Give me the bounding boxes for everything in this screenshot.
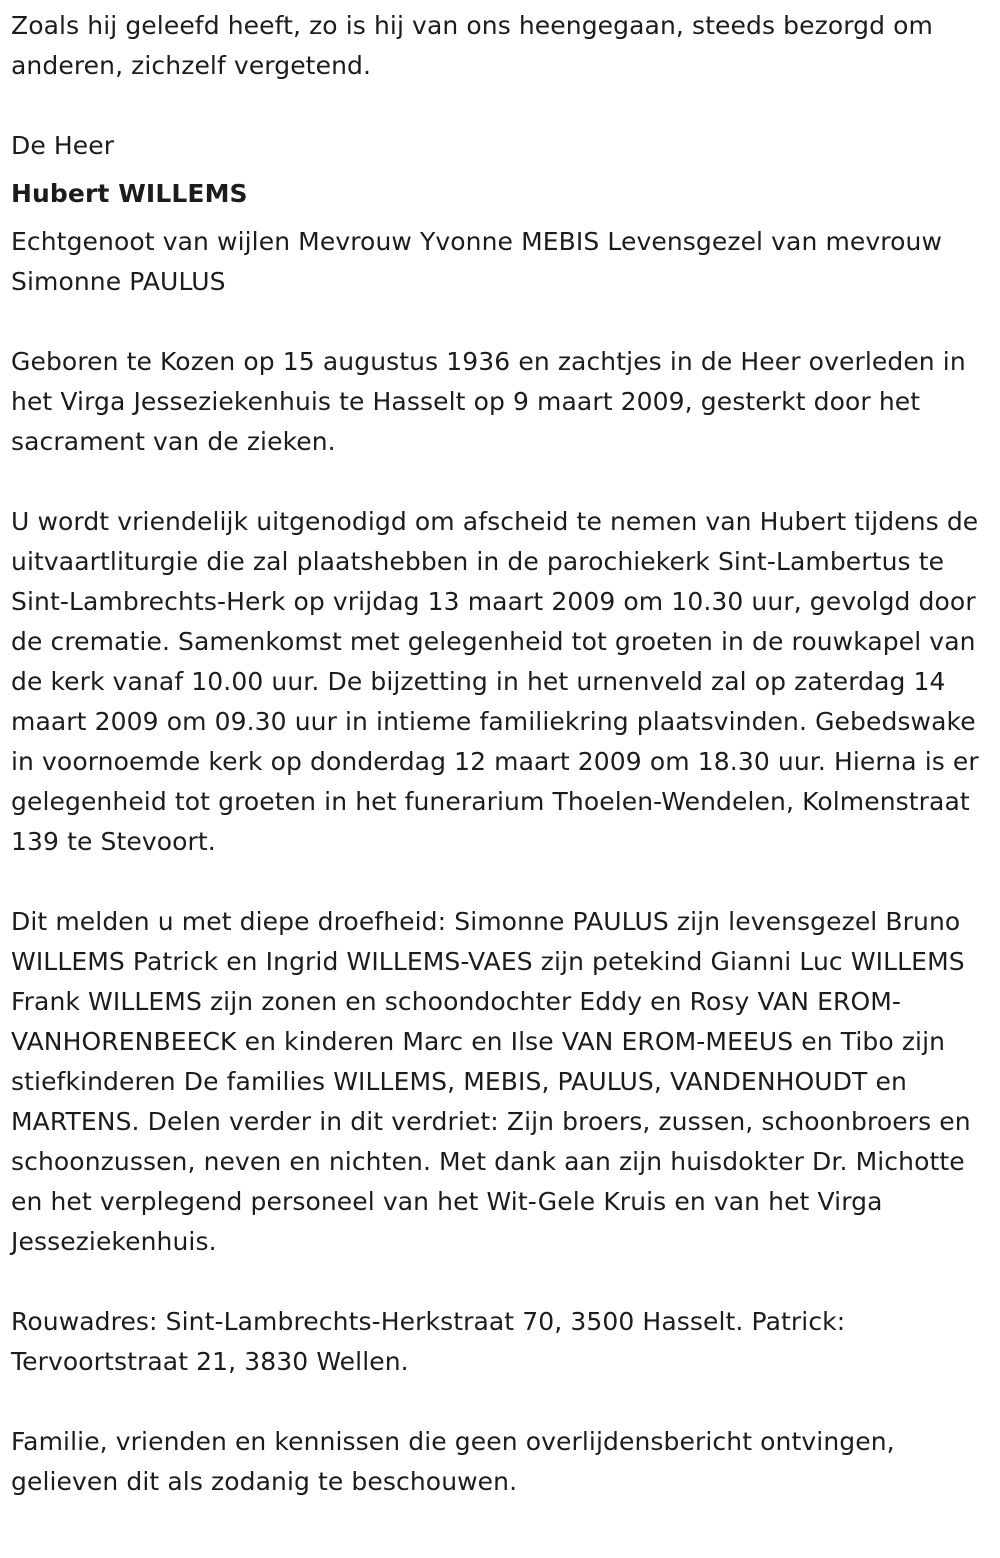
obituary-notice — [11, 6, 995, 1502]
relations-paragraph: Echtgenoot van wijlen Mevrouw Yvonne MEBIS Levensgezel van mevrouw Simonne PAULUS — [11, 227, 942, 296]
announcers-paragraph: Dit melden u met diepe droefheid: Simonne PAULUS zijn levensgezel Bruno WILLEMS Patrick en Ingrid WILLEMS-VAES zijn petekind Gianni Luc WILLEMS Frank WILLEMS zijn zonen en schoondochter Eddy en Rosy VAN EROM-VANHORENBEECK en kinderen Marc en Ilse VAN EROM-MEEUS en Tibo zijn stiefkinderen De families WILLEMS, MEBIS, PAULUS, VANDENHOUDT en MARTENS. Delen verder in dit verdriet: Zijn broers, zussen, schoonbroers en schoonzussen, neven en nichten. Met dank aan zijn huisdokter Dr. Michotte en het verplegend personeel van het Wit-Gele Kruis en van het Virga Jesseziekenhuis. — [11, 907, 971, 1256]
address-paragraph: Rouwadres: Sint-Lambrechts-Herkstraat 70, 3500 Hasselt. Patrick: Tervoortstraat 21, 3830 Wellen. — [11, 1307, 846, 1376]
salutation: De Heer — [11, 131, 115, 160]
closing-paragraph: Familie, vrienden en kennissen die geen overlijdensbericht ontvingen, gelieven dit als zodanig te beschouwen. — [11, 1427, 895, 1496]
funeral-paragraph: U wordt vriendelijk uitgenodigd om afscheid te nemen van Hubert tijdens de uitvaartliturgie die zal plaatshebben in de parochiekerk Sint-Lambertus te Sint-Lambrechts-Herk op vrijdag 13 maart 2009 om 10.30 uur, gevolgd door de crematie. Samenkomst met gelegenheid tot groeten in de rouwkapel van de kerk vanaf 10.00 uur. De bijzetting in het urnenveld zal op zaterdag 14 maart 2009 om 09.30 uur in intieme familiekring plaatsvinden. Gebedswake in voornoemde kerk op donderdag 12 maart 2009 om 18.30 uur. Hierna is er gelegenheid tot groeten in het funerarium Thoelen-Wendelen, Kolmenstraat 139 te Stevoort. — [11, 507, 979, 856]
deceased-name: Hubert WILLEMS — [11, 179, 248, 208]
birth-death-paragraph: Geboren te Kozen op 15 augustus 1936 en zachtjes in de Heer overleden in het Virga Jesseziekenhuis te Hasselt op 9 maart 2009, gesterkt door het sacrament van de zieken. — [11, 347, 966, 456]
intro-quote: Zoals hij geleefd heeft, zo is hij van ons heengegaan, steeds bezorgd om anderen, zichzelf vergetend. — [11, 11, 933, 80]
